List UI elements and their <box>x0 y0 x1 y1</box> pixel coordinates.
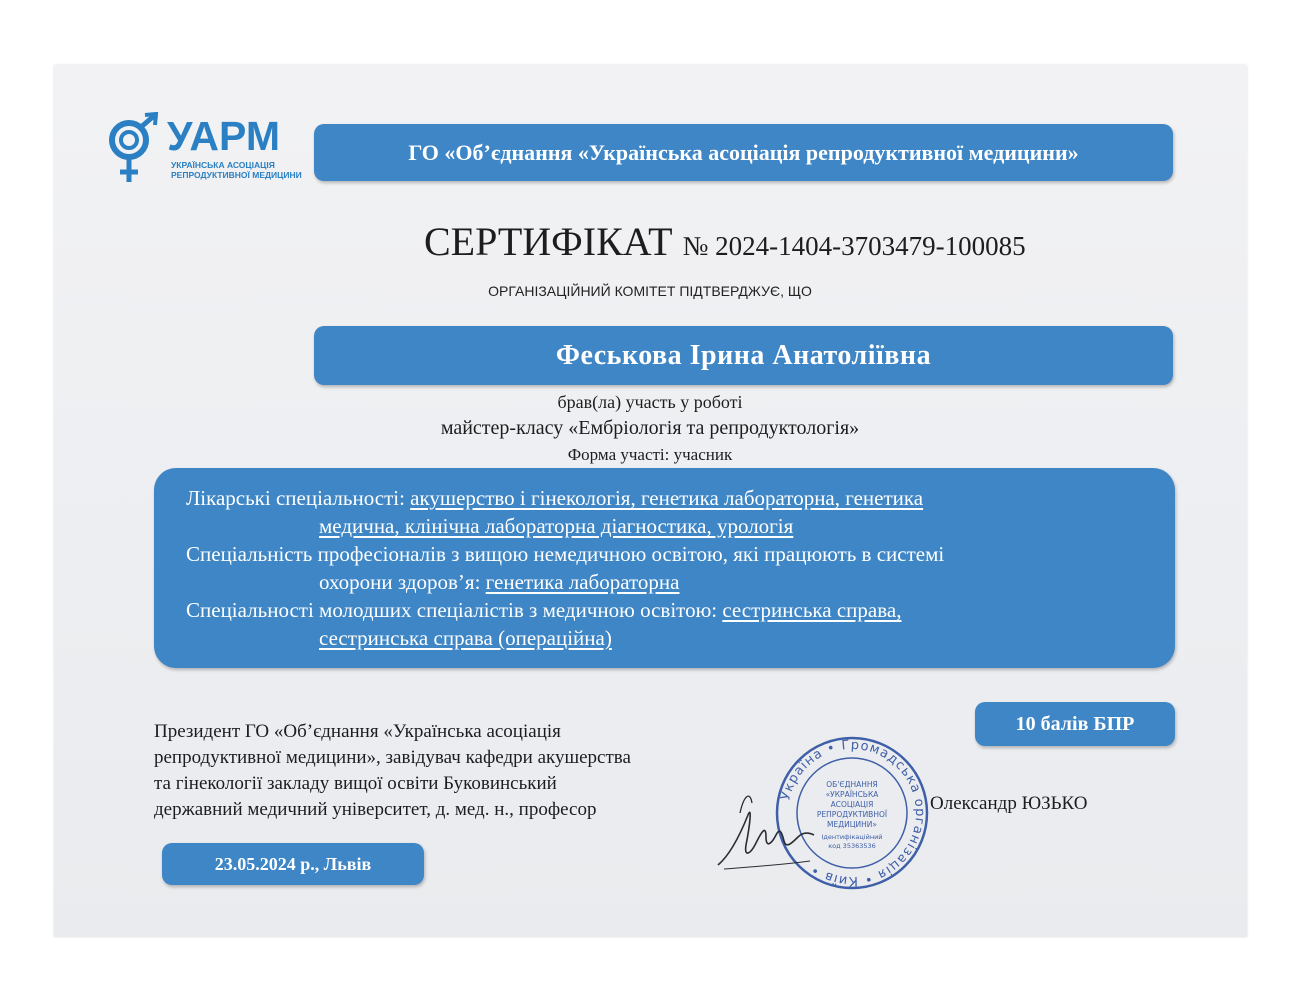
stamp-line1: ОБ'ЄДНАННЯ <box>826 780 878 789</box>
committee-confirms-text: ОРГАНІЗАЦІЙНИЙ КОМІТЕТ ПІДТВЕРДЖУЄ, ЩО <box>488 283 812 299</box>
doctors-specialties-list1: акушерство і гінекологія, генетика лабораторна, генетика <box>410 486 924 510</box>
junior-specialties-list2: сестринська справа (операційна) <box>319 626 612 650</box>
president-title <box>154 719 754 823</box>
logo-title: УАРМ <box>167 113 280 159</box>
doctors-specialties-line2 <box>154 512 1175 540</box>
stamp-line4: РЕПРОДУКТИВНОЇ <box>816 810 888 819</box>
president-line3: та гінекології закладу вищої освіти Буковинський <box>154 773 557 794</box>
president-line1: Президент ГО «Об’єднання «Українська асоціація <box>154 721 561 742</box>
logo-subtitle-line1: УКРАЇНСЬКА АСОЦІАЦІЯ <box>171 160 275 170</box>
stamp-line7: код 35363536 <box>828 842 876 850</box>
junior-specialties-line2 <box>154 624 1175 652</box>
cpd-points-badge: 10 балів БПР <box>975 702 1175 746</box>
doctors-specialties-line1 <box>154 484 1175 512</box>
logo-subtitle-line2: РЕПРОДУКТИВНОЇ МЕДИЦИНИ <box>171 170 302 180</box>
doctors-specialties-list2: медична, клінічна лабораторна діагностика, урологія <box>319 514 794 538</box>
professionals-specialty-label2: охорони здоров’я: <box>319 570 486 594</box>
doctors-specialties-label: Лікарські спеціальності: <box>186 486 411 510</box>
date-place-badge: 23.05.2024 р., Львів <box>162 843 424 885</box>
professionals-specialty-list: генетика лабораторна <box>485 570 680 594</box>
junior-specialties-list1: сестринська справа, <box>722 598 902 622</box>
logo-subtitle <box>171 160 311 180</box>
president-line4: державний медичний університет, д. мед. н., професор <box>154 799 597 820</box>
handwritten-signature <box>710 785 820 885</box>
certificate-number: № 2024-1404-3703479-100085 <box>682 231 1026 261</box>
certificate-title <box>424 218 1184 265</box>
president-line2: репродуктивної медицини», завідувач кафедри акушерства <box>154 747 631 768</box>
participation-line1: брав(ла) участь у роботі <box>557 392 743 412</box>
stamp-line2: «УКРАЇНСЬКА <box>825 790 879 799</box>
stamp-line5: МЕДИЦИНИ» <box>827 820 877 829</box>
junior-specialties-label: Спеціальності молодших спеціалістів з медичною освітою: <box>186 598 723 622</box>
organization-banner: ГО «Об’єднання «Українська асоціація репродуктивної медицини» <box>314 124 1173 181</box>
participation-form: Форма участі: учасник <box>567 445 733 464</box>
professionals-specialty-label1: Спеціальність професіоналів з вищою немедичною освітою, які працюють в системі <box>186 542 945 566</box>
professionals-specialty-line2 <box>154 568 1175 596</box>
participant-name: Феськова Ірина Анатоліївна <box>314 326 1173 385</box>
fertility-symbol-icon <box>105 112 161 184</box>
participation-line2: майстер-класу «Ембріологія та репродуктологія» <box>440 417 860 439</box>
uarm-logo <box>105 112 305 184</box>
specialties-box <box>154 468 1175 668</box>
certificate-word: СЕРТИФІКАТ <box>424 219 673 264</box>
stamp-line6: Ідентифікаційний <box>821 833 883 841</box>
professionals-specialty-line1 <box>154 540 1175 568</box>
signer-name: Олександр ЮЗЬКО <box>930 793 1088 814</box>
stamp-outer-text: Україна • Громадська організація • Київ • <box>778 737 928 889</box>
junior-specialties-line1 <box>154 596 1175 624</box>
stamp-line3: АСОЦІАЦІЯ <box>830 800 874 809</box>
